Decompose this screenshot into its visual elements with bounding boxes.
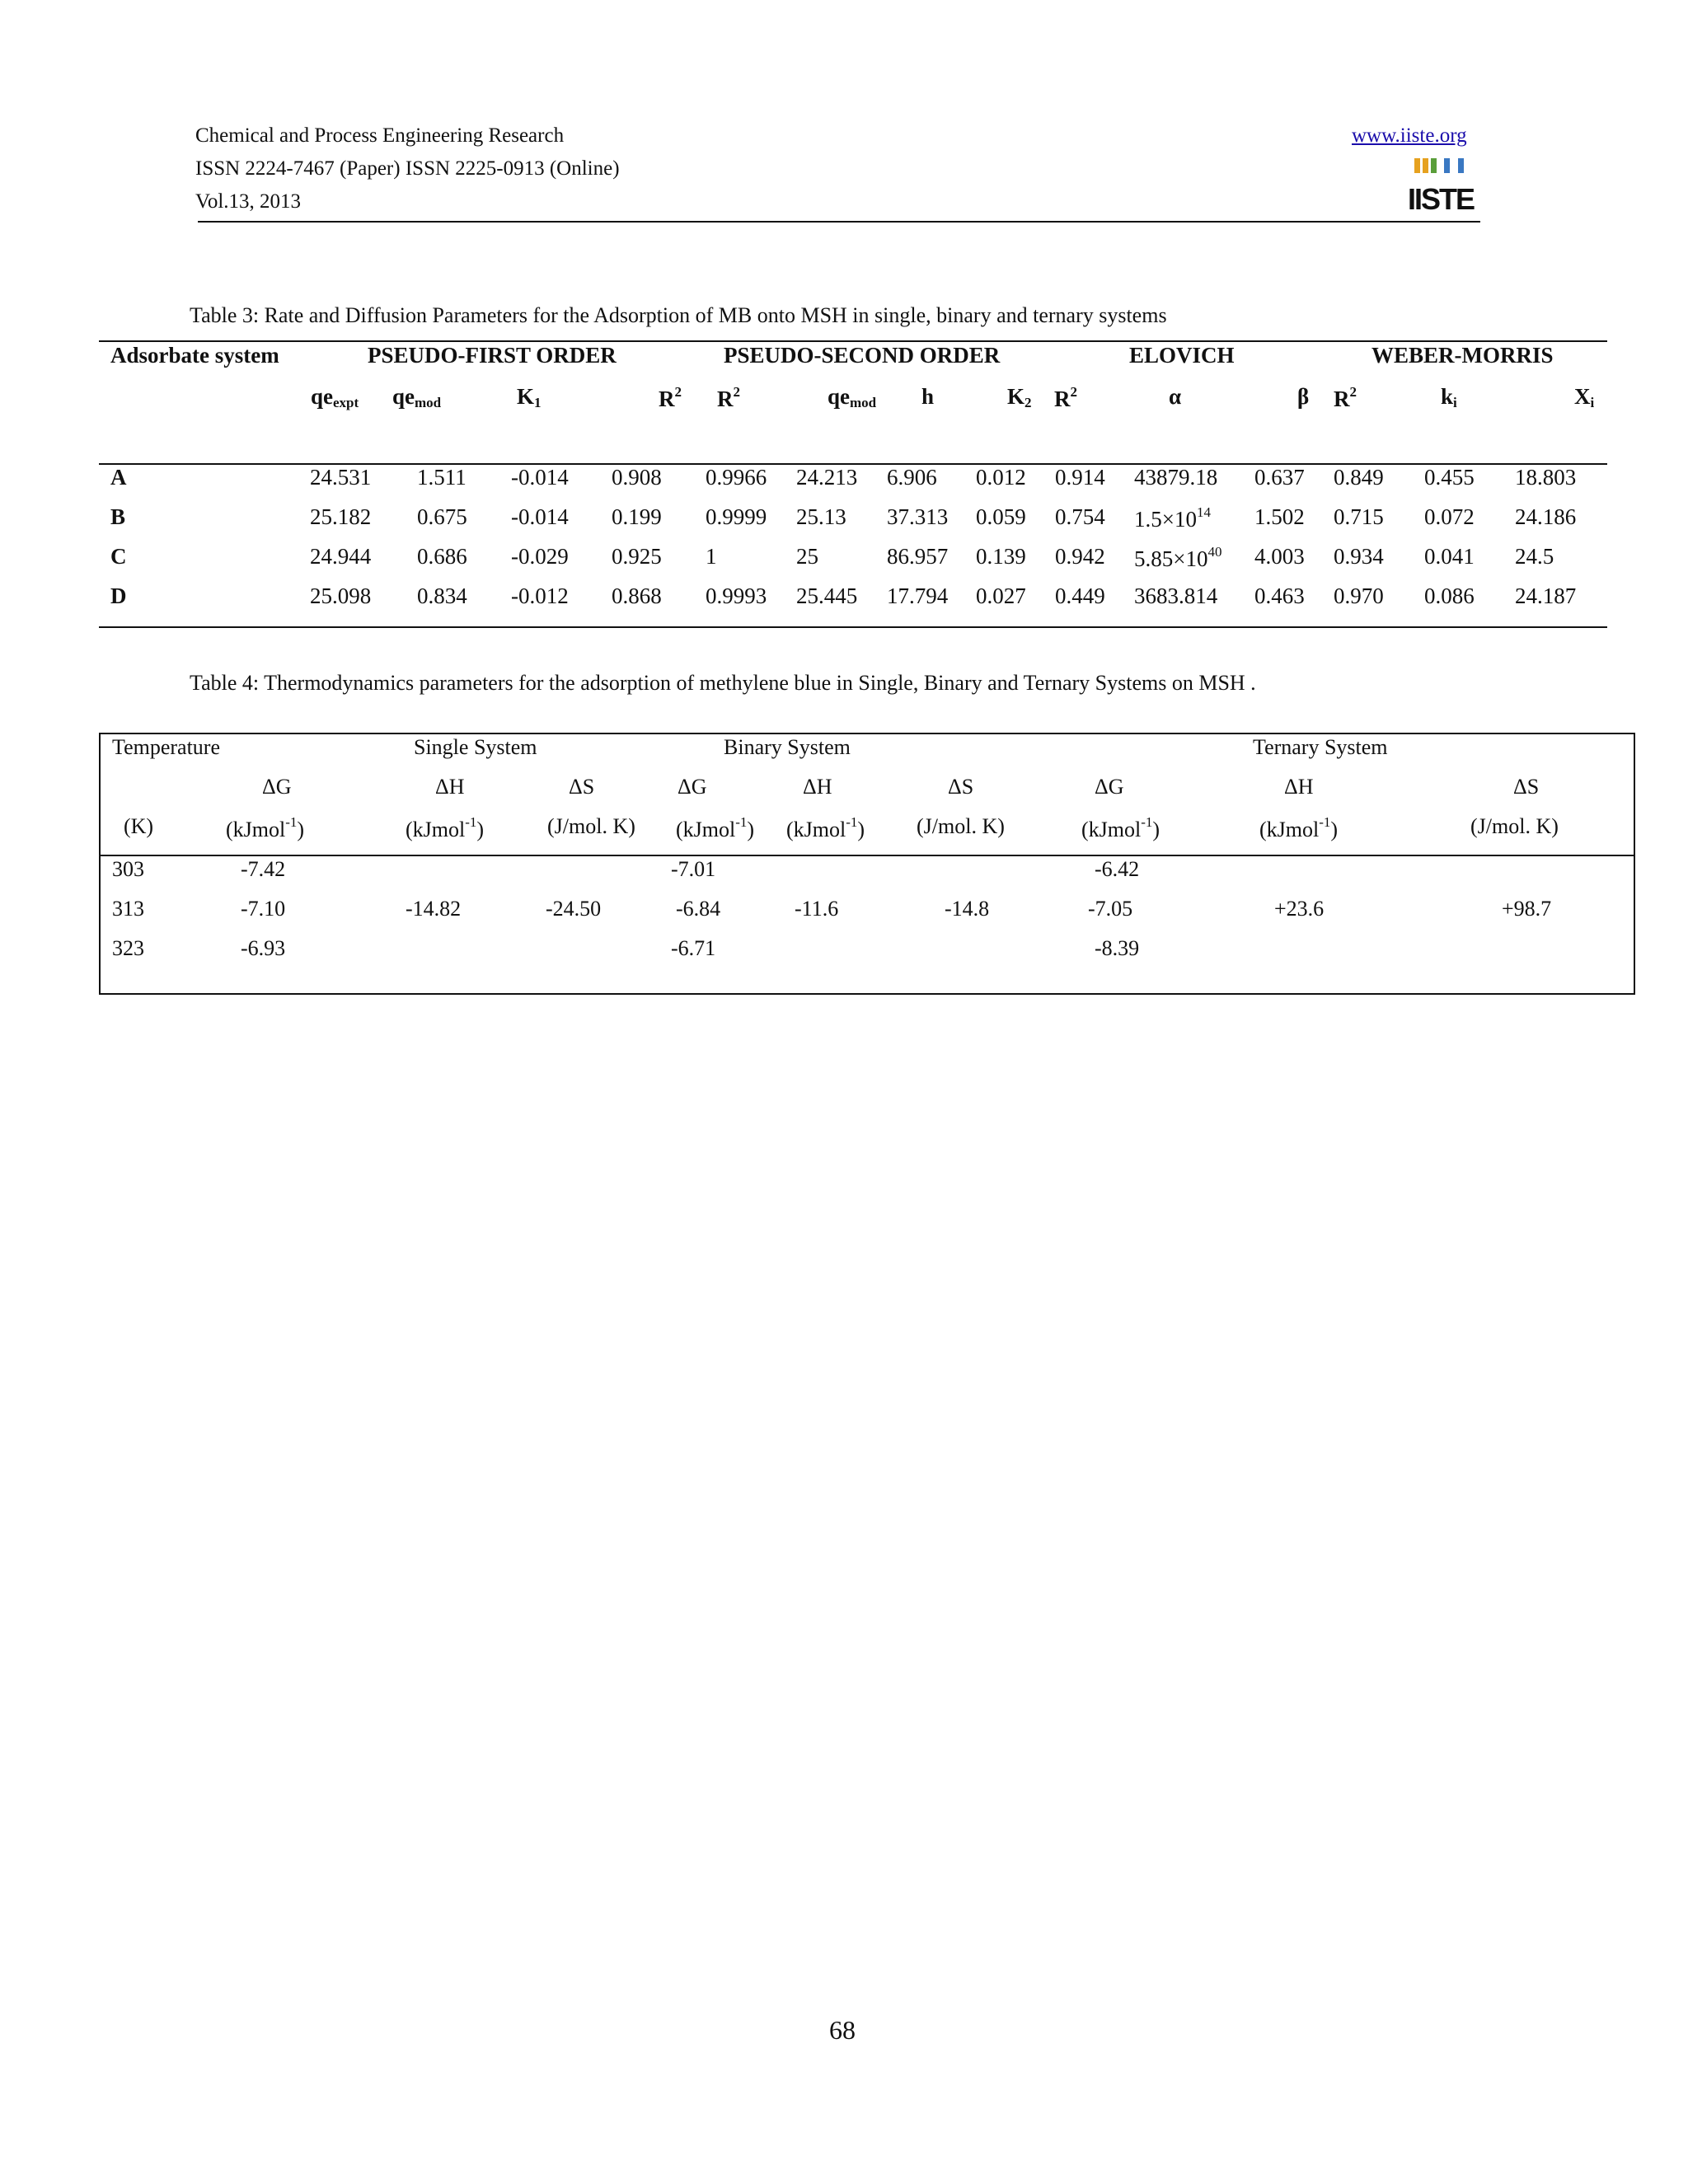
table3-cell: $1.5\times 10^{14}$ [1134, 504, 1211, 532]
t4-col-temperature: Temperature [112, 735, 220, 759]
t4-col-binary: Binary System [724, 735, 851, 759]
table3-cell: 25.182 [310, 504, 372, 529]
t4-single-dg-sym: ΔG [262, 775, 292, 799]
t4-ternary-dh: +23.6 [1274, 897, 1325, 921]
table3-cell: 0.754 [1055, 504, 1105, 529]
col-r2-elovich: $R^2$ [1054, 384, 1077, 411]
table3-cell: -0.029 [511, 544, 569, 569]
iiste-logo-icon [1407, 157, 1475, 216]
table3-cell: 0.086 [1424, 583, 1475, 608]
col-r2-first: $R^2$ [659, 384, 682, 411]
table3-cell: 3683.814 [1134, 583, 1218, 608]
table3-cell: -0.014 [511, 465, 569, 490]
table3-cell: 0.934 [1334, 544, 1384, 569]
t4-ternary-dg-313: -7.05 [1088, 897, 1133, 921]
table3-cell: 43879.18 [1134, 465, 1218, 490]
table3-cell: 0.455 [1424, 465, 1475, 490]
table3-cell: 0.072 [1424, 504, 1475, 529]
table3-cell: 0.849 [1334, 465, 1384, 490]
table3-cell: 0.463 [1254, 583, 1305, 608]
table3-cell: 0.012 [976, 465, 1026, 490]
group-pseudo-second: PSEUDO-SECOND ORDER [724, 343, 1001, 368]
table3-cell: 0.9993 [706, 583, 767, 608]
svg-text:IISTE: IISTE [1407, 182, 1475, 216]
table4-caption: Table 4: Thermodynamics parameters for the adsorption of methylene blue in Single, Binary and Ternary Systems on MSH . [190, 671, 1256, 695]
table3-cell: 24.186 [1515, 504, 1577, 529]
header-rule [198, 221, 1480, 223]
table3-bottom-rule [99, 626, 1607, 628]
table3-cell: 0.970 [1334, 583, 1384, 608]
table3-cell: 0.139 [976, 544, 1026, 569]
table3-cell: 37.313 [887, 504, 949, 529]
table3-cell: 4.003 [1254, 544, 1305, 569]
t4-ternary-dg-303: -6.42 [1095, 857, 1140, 881]
table3-cell: 25 [796, 544, 818, 569]
table3-cell: 0.041 [1424, 544, 1475, 569]
table3-cell: 0.925 [612, 544, 662, 569]
table3-cell: 0.449 [1055, 583, 1105, 608]
table3-cell: 0.675 [417, 504, 467, 529]
table3-cell: -0.014 [511, 504, 569, 529]
table3-cell: 0.199 [612, 504, 662, 529]
t4-temp-303: 303 [112, 857, 144, 881]
table3-cell: 24.187 [1515, 583, 1577, 608]
t4-single-dg-323: -6.93 [241, 936, 286, 960]
t4-single-dg-unit: (kJmol$^{-1}$) [226, 814, 305, 841]
col-k1: $K_1$ [517, 384, 542, 410]
table3-cell: 24.531 [310, 465, 372, 490]
table3-cell: 0.914 [1055, 465, 1105, 490]
col-qe-mod-1: $qe_{mod}$ [392, 384, 442, 410]
table3-cell: 0.637 [1254, 465, 1305, 490]
table3-cell: 25.098 [310, 583, 372, 608]
t4-binary-dg-313: -6.84 [676, 897, 721, 921]
group-elovich: ELOVICH [1129, 343, 1235, 368]
t4-single-ds-sym: ΔS [569, 775, 595, 799]
t4-binary-dg-unit: (kJmol$^{-1}$) [676, 814, 755, 841]
table3-cell: 86.957 [887, 544, 949, 569]
table3-cell: -0.012 [511, 583, 569, 608]
table3-cell: 0.9966 [706, 465, 767, 490]
t4-single-ds-unit: (J/mol. K) [547, 814, 635, 838]
t4-ternary-dg-unit: (kJmol$^{-1}$) [1081, 814, 1160, 841]
t4-ternary-ds: +98.7 [1502, 897, 1552, 921]
t4-single-ds: -24.50 [546, 897, 602, 921]
t4-ternary-ds-unit: (J/mol. K) [1470, 814, 1559, 838]
table3-cell: $5.85\times 10^{40}$ [1134, 544, 1222, 571]
group-weber-morris: WEBER-MORRIS [1372, 343, 1554, 368]
table3-cell: 24.944 [310, 544, 372, 569]
table3-cell: 0.868 [612, 583, 662, 608]
t4-binary-dh-sym: ΔH [803, 775, 832, 799]
t4-single-dh: -14.82 [406, 897, 462, 921]
table3-caption: Table 3: Rate and Diffusion Parameters for the Adsorption of MB onto MSH in single, binary and ternary systems [190, 303, 1167, 327]
table3-cell: 6.906 [887, 465, 937, 490]
t4-col-single: Single System [414, 735, 537, 759]
t4-single-dh-sym: ΔH [435, 775, 465, 799]
table3-cell: 1.511 [417, 465, 467, 490]
issn-line: ISSN 2224-7467 (Paper) ISSN 2225-0913 (Online) [195, 157, 620, 180]
group-pseudo-first: PSEUDO-FIRST ORDER [368, 343, 617, 368]
t4-ternary-dh-sym: ΔH [1284, 775, 1314, 799]
table3-cell: 25.445 [796, 583, 858, 608]
table3-cell: 18.803 [1515, 465, 1577, 490]
t4-binary-dh-unit: (kJmol$^{-1}$) [786, 814, 865, 841]
table3-row-label: C [110, 544, 127, 569]
table3-top-rule [99, 340, 1607, 342]
iiste-logo [1407, 157, 1475, 216]
table3-cell: 0.908 [612, 465, 662, 490]
t4-temp-313: 313 [112, 897, 144, 921]
col-k2: $K_2$ [1007, 384, 1032, 410]
t4-single-dg-303: -7.42 [241, 857, 286, 881]
t4-ternary-dg-323: -8.39 [1095, 936, 1140, 960]
volume-line: Vol.13, 2013 [195, 190, 302, 213]
t4-single-dh-unit: (kJmol$^{-1}$) [406, 814, 485, 841]
table3-cell: 24.5 [1515, 544, 1554, 569]
table3-cell: 0.9999 [706, 504, 767, 529]
table3-row-header: Adsorbate system [110, 343, 279, 368]
table3-cell: 24.213 [796, 465, 858, 490]
t4-temp-323: 323 [112, 936, 144, 960]
table3-cell: 0.942 [1055, 544, 1105, 569]
t4-single-dg-313: -7.10 [241, 897, 286, 921]
table3-cell: 17.794 [887, 583, 949, 608]
col-qe-expt: $qe_{expt}$ [311, 384, 359, 410]
table4-frame [99, 733, 1635, 995]
table3-cell: 0.834 [417, 583, 467, 608]
t4-ternary-dg-sym: ΔG [1095, 775, 1124, 799]
t4-ternary-dh-unit: (kJmol$^{-1}$) [1259, 814, 1339, 841]
col-beta: β [1297, 384, 1310, 409]
t4-binary-dg-303: -7.01 [671, 857, 716, 881]
col-qe-mod-2: $qe_{mod}$ [828, 384, 877, 410]
t4-ternary-ds-sym: ΔS [1513, 775, 1540, 799]
table3-cell: 0.715 [1334, 504, 1384, 529]
col-ki: $k_i$ [1441, 384, 1457, 410]
t4-binary-ds-unit: (J/mol. K) [917, 814, 1005, 838]
table3-row-label: B [110, 504, 126, 529]
t4-binary-ds: -14.8 [945, 897, 990, 921]
t4-binary-dh: -11.6 [795, 897, 839, 921]
t4-binary-ds-sym: ΔS [948, 775, 974, 799]
t4-binary-dg-323: -6.71 [671, 936, 716, 960]
table3-cell: 1.502 [1254, 504, 1305, 529]
page-number: 68 [829, 2015, 856, 2045]
col-r2-weber: $R^2$ [1334, 384, 1357, 411]
table4-header-rule [99, 855, 1635, 856]
col-h: h [921, 384, 935, 409]
table3-cell: 0.059 [976, 504, 1026, 529]
table3-cell: 1 [706, 544, 717, 569]
t4-binary-dg-sym: ΔG [678, 775, 707, 799]
table3-cell: 0.686 [417, 544, 467, 569]
col-alpha: α [1169, 384, 1182, 409]
table3-row-label: D [110, 583, 127, 608]
t4-col-ternary: Ternary System [1253, 735, 1388, 759]
col-r2-second: $R^2$ [717, 384, 740, 411]
table3-row-label: A [110, 465, 127, 490]
col-xi: $X_i$ [1574, 384, 1595, 410]
journal-title: Chemical and Process Engineering Research [195, 124, 565, 147]
table3-cell: 0.027 [976, 583, 1026, 608]
website-link[interactable]: www.iiste.org [1352, 124, 1467, 147]
t4-unit-k: (K) [124, 814, 154, 838]
table3-cell: 25.13 [796, 504, 846, 529]
